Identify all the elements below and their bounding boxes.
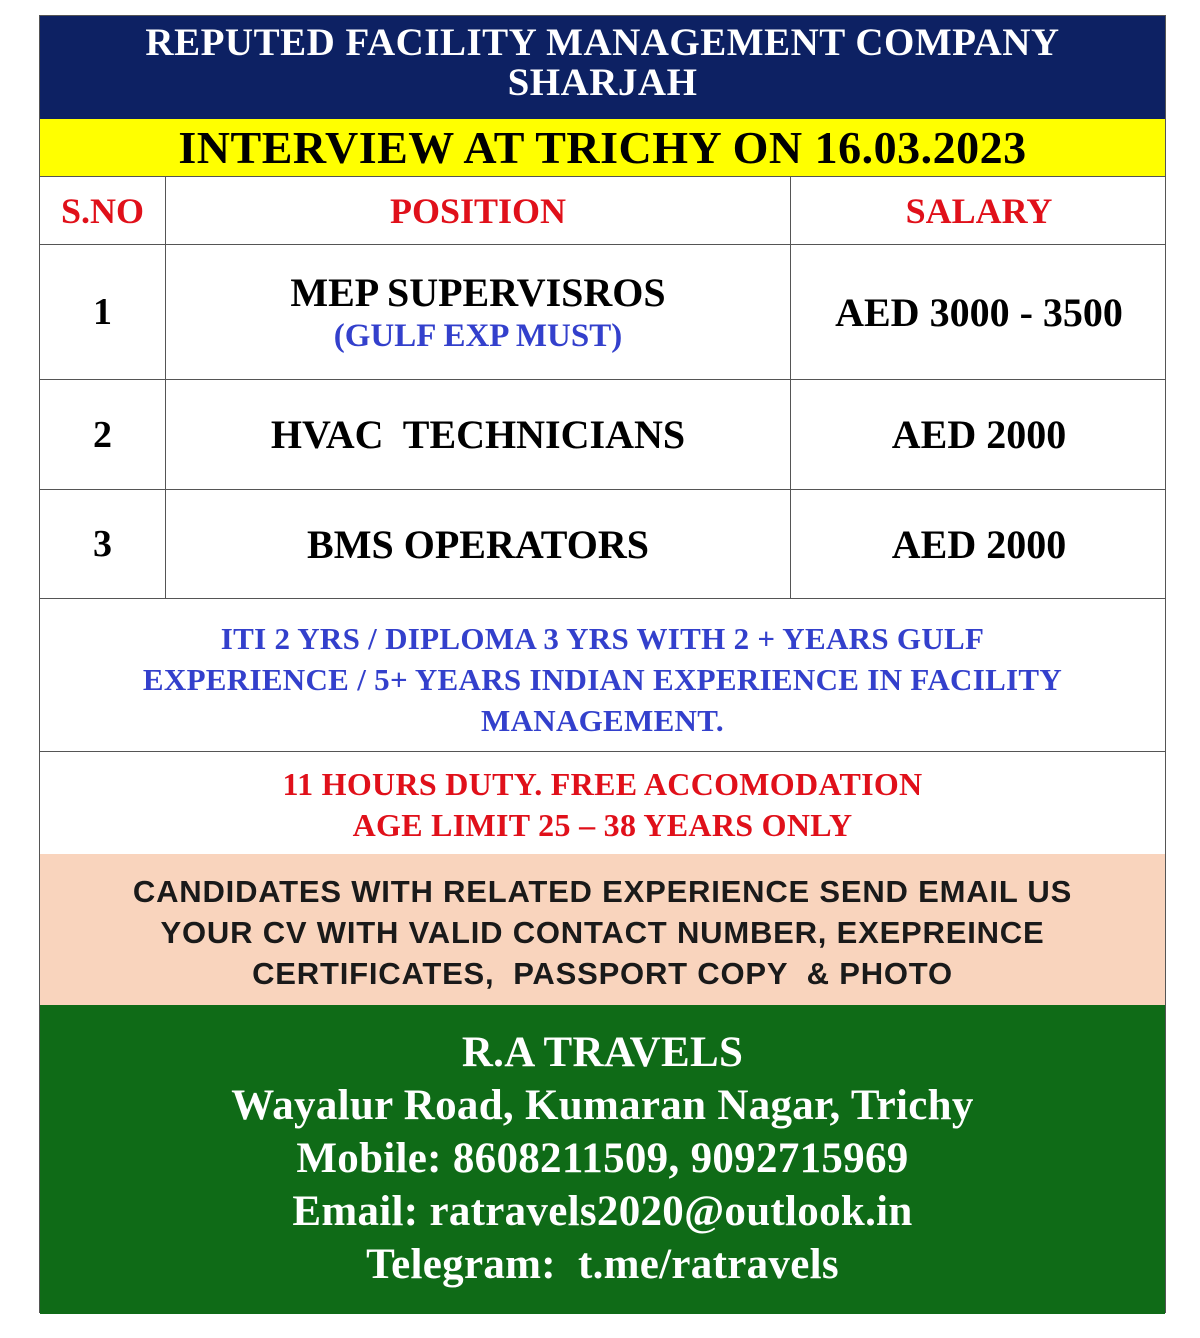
positions-table xyxy=(40,177,1165,599)
interview-banner: INTERVIEW AT TRICHY ON 16.03.2023 xyxy=(40,119,1165,177)
company-title: REPUTED FACILITY MANAGEMENT COMPANY xyxy=(145,21,1060,64)
instructions-line: CANDIDATES WITH RELATED EXPERIENCE SEND EMAIL US xyxy=(132,874,1073,909)
qualification-requirements xyxy=(40,599,1165,752)
qualification-line: ITI 2 YRS / DIPLOMA 3 YRS WITH 2 + YEARS GULF xyxy=(220,621,985,656)
agency-contact xyxy=(40,1005,1165,1314)
row-position: BMS OPERATORS xyxy=(166,490,791,598)
duty-conditions xyxy=(40,752,1165,854)
qualification-line: MANAGEMENT. xyxy=(481,703,724,738)
row-position-note: (GULF EXP MUST) xyxy=(333,318,623,354)
row-salary: AED 2000 xyxy=(891,412,1067,457)
column-header-sno: S.NO xyxy=(40,177,166,244)
company-header xyxy=(40,16,1165,119)
table-row xyxy=(40,245,1165,380)
column-header-position: POSITION xyxy=(166,177,791,244)
table-row xyxy=(40,380,1165,490)
company-location: SHARJAH xyxy=(507,61,698,104)
application-instructions xyxy=(40,854,1165,1005)
instructions-line: CERTIFICATES, PASSPORT COPY & PHOTO xyxy=(252,956,953,991)
agency-telegram: Telegram: t.me/ratravels xyxy=(366,1241,839,1288)
table-header-row xyxy=(40,177,1165,245)
row-sno: 2 xyxy=(40,380,166,489)
row-sno: 3 xyxy=(40,490,166,598)
qualification-line: EXPERIENCE / 5+ YEARS INDIAN EXPERIENCE IN FACILITY xyxy=(142,662,1063,697)
job-poster xyxy=(39,15,1166,1313)
row-position: MEP SUPERVISROS xyxy=(290,270,666,315)
agency-mobile: Mobile: 8608211509, 9092715969 xyxy=(296,1135,909,1182)
age-limit-text: AGE LIMIT 25 – 38 YEARS ONLY xyxy=(352,807,853,843)
agency-name: R.A TRAVELS xyxy=(461,1029,744,1076)
row-salary: AED 2000 xyxy=(891,521,1067,567)
duty-hours-text: 11 HOURS DUTY. FREE ACCOMODATION xyxy=(282,766,923,802)
instructions-line: YOUR CV WITH VALID CONTACT NUMBER, EXEPREINCE xyxy=(160,915,1045,950)
row-position-cell xyxy=(166,245,791,379)
table-row xyxy=(40,490,1165,599)
agency-address: Wayalur Road, Kumaran Nagar, Trichy xyxy=(231,1082,974,1129)
column-header-salary: SALARY xyxy=(905,190,1053,231)
row-salary: AED 3000 - 3500 xyxy=(835,289,1123,335)
row-position: HVAC TECHNICIANS xyxy=(166,380,791,489)
row-sno: 1 xyxy=(40,245,166,379)
agency-email: Email: ratravels2020@outlook.in xyxy=(292,1188,913,1235)
